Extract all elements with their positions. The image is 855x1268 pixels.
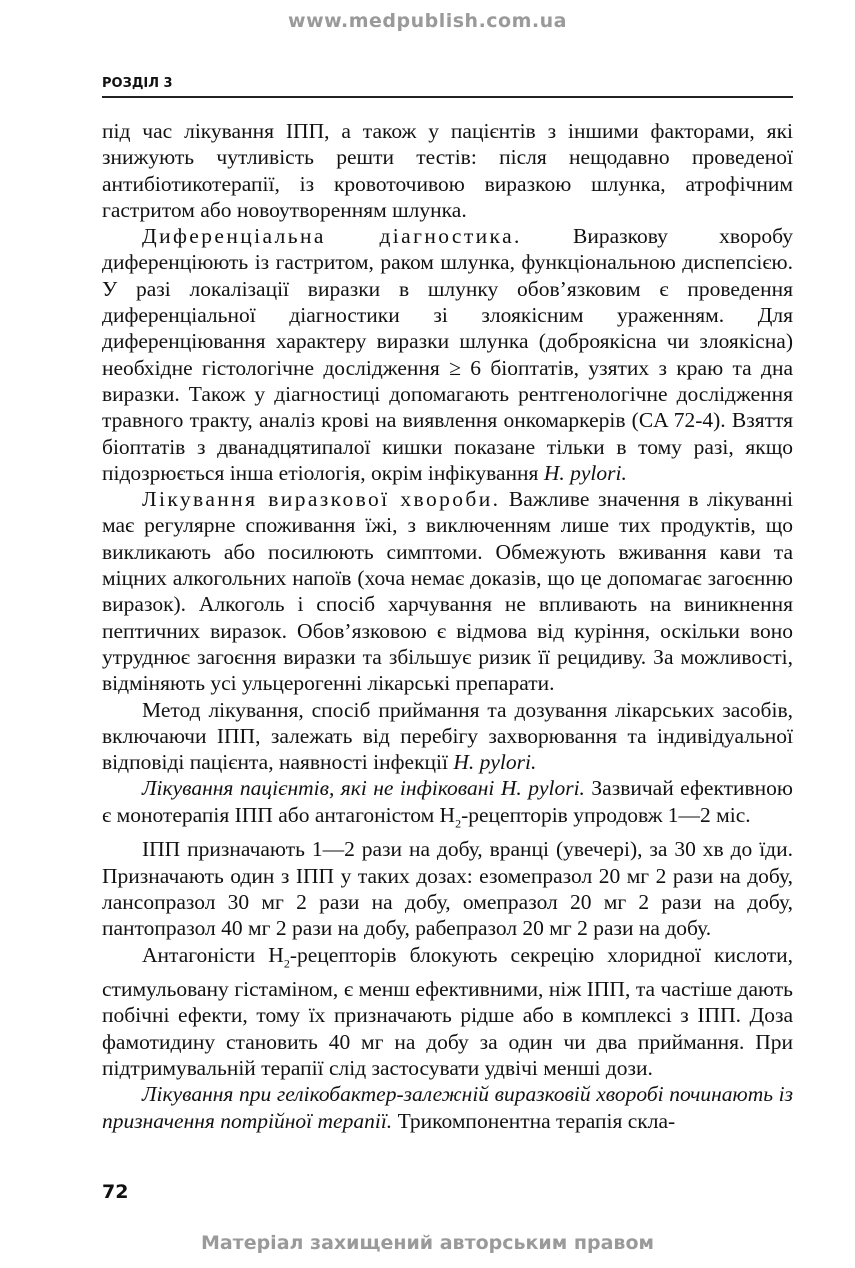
paragraph-2-italic: H. pylori. [543,460,627,485]
paragraph-8-italic: Лікування при гелікобактер-залежній виразковій хворобі починають із призначення потрійної терапії. [102,1082,793,1133]
paragraph-3-text: Важливе значення в лікуванні має регулярне споживання їжі, з виключенням лише тих продуктів, що викликають або посилюють симптоми. Обмежують вживання кави та міцних алкогольних напоїв (хоча немає доказів, що це допомагає загоєнню виразок). Алкоголь і спосіб харчування не впливають на виникнення пептичних виразок. Обов’язковою є відмова від куріння, оскільки воно утруднює загоєння виразки та збільшує ризик її рецидиву. За можливості, відміняють усі ульцерогенні лікарські препарати. [102,487,793,696]
paragraph-7-subscript: 2 [283,955,290,970]
paragraph-8 [102,1081,793,1134]
section-header: РОЗДІЛ 3 [102,76,173,91]
paragraph-5-subscript: 2 [455,816,462,831]
paragraph-1 [102,118,793,223]
paragraph-differential-diagnosis [102,223,793,486]
paragraph-6-text: ІПП призначають 1—2 рази на добу, вранці (увечері), за 30 хв до їди. Призначають один з ІПП у таких дозах: езомепразол 20 мг 2 рази на добу, лансопразол 30 мг 2 рази на добу, омепразол 20 мг 2 рази на добу, пантопразол 40 мг 2 рази на добу, рабепразол 20 мг 2 рази на добу. [102,837,793,941]
heading-treatment: Лікування виразкової хвороби. [142,487,501,512]
paragraph-treatment [102,486,793,696]
paragraph-1-text: під час лікування ІПП, а також у пацієнтів з іншими факторами, які знижують чутливість решти тестів: після нещодавно проведеної антибіотикотерапії, із кровоточивою виразкою шлунка, атрофічним гастритом або новоутворенням шлунка. [102,119,793,222]
paragraph-5-text-a: Зазвичай ефективною є монотерапія ІПП або антагоністом Н [102,776,793,827]
paragraph-7-text-b: -рецепторів блокують секрецію хлоридної кислоти, стимульовану гістаміном, є менш ефективними, ніж ІПП, та частіше дають побічні ефекти, тому їх призначають рідше або в комплексі з ІПП. Доза фамотидину становить 40 мг на добу за один чи два приймання. При підтримувальній терапії слід застосувати удвічі менші дози. [102,942,793,1080]
paragraph-7-text-a: Антагоністи Н [142,942,284,967]
watermark-bottom: Матеріал захищений авторським правом [200,1232,655,1254]
paragraph-5 [102,775,793,836]
header-rule [102,96,793,98]
paragraph-5-text-b: -рецепторів упродовж 1—2 міс. [461,802,751,827]
paragraph-5-italic: Лікування пацієнтів, які не інфіковані H. pylori. [142,776,585,801]
paragraph-7 [102,942,793,1082]
heading-differential-diagnosis: Диференціальна діагностика. [142,224,522,249]
paragraph-4 [102,697,793,776]
paragraph-6 [102,836,793,941]
page-body [102,118,793,1134]
watermark-top: www.medpublish.com.ua [288,10,567,32]
paragraph-8-text: Трикомпонентна терапія скла- [392,1108,676,1133]
paragraph-4-italic: H. pylori. [453,750,537,775]
paragraph-2-text: Виразкову хворобу диференціюють із гастритом, раком шлунка, функціональною диспепсією. У разі локалізації виразки в шлунку обов’язковим є проведення диференціальної діагностики зі злоякісним ураженням. Для диференціювання характеру виразки шлунка (доброякісна чи злоякісна) необхідне гістологічне дослідження ≥ 6 біоптатів, узятих з краю та дна виразки. Також у діагностиці допомагають рентгенологічне дослідження травного тракту, аналіз крові на виявлення онкомаркерів (CA 72-4). Взяття біоптатів з дванадцятипалої кишки показане тільки в тому разі, якщо підозрюється інша етіологія, окрім інфікування [102,224,793,485]
page-number: 72 [102,1181,129,1203]
paragraph-4-text: Метод лікування, спосіб приймання та дозування лікарських засобів, включаючи ІПП, залежать від перебігу захворювання та індивідуальної відповіді пацієнта, наявності інфекції [102,697,793,775]
